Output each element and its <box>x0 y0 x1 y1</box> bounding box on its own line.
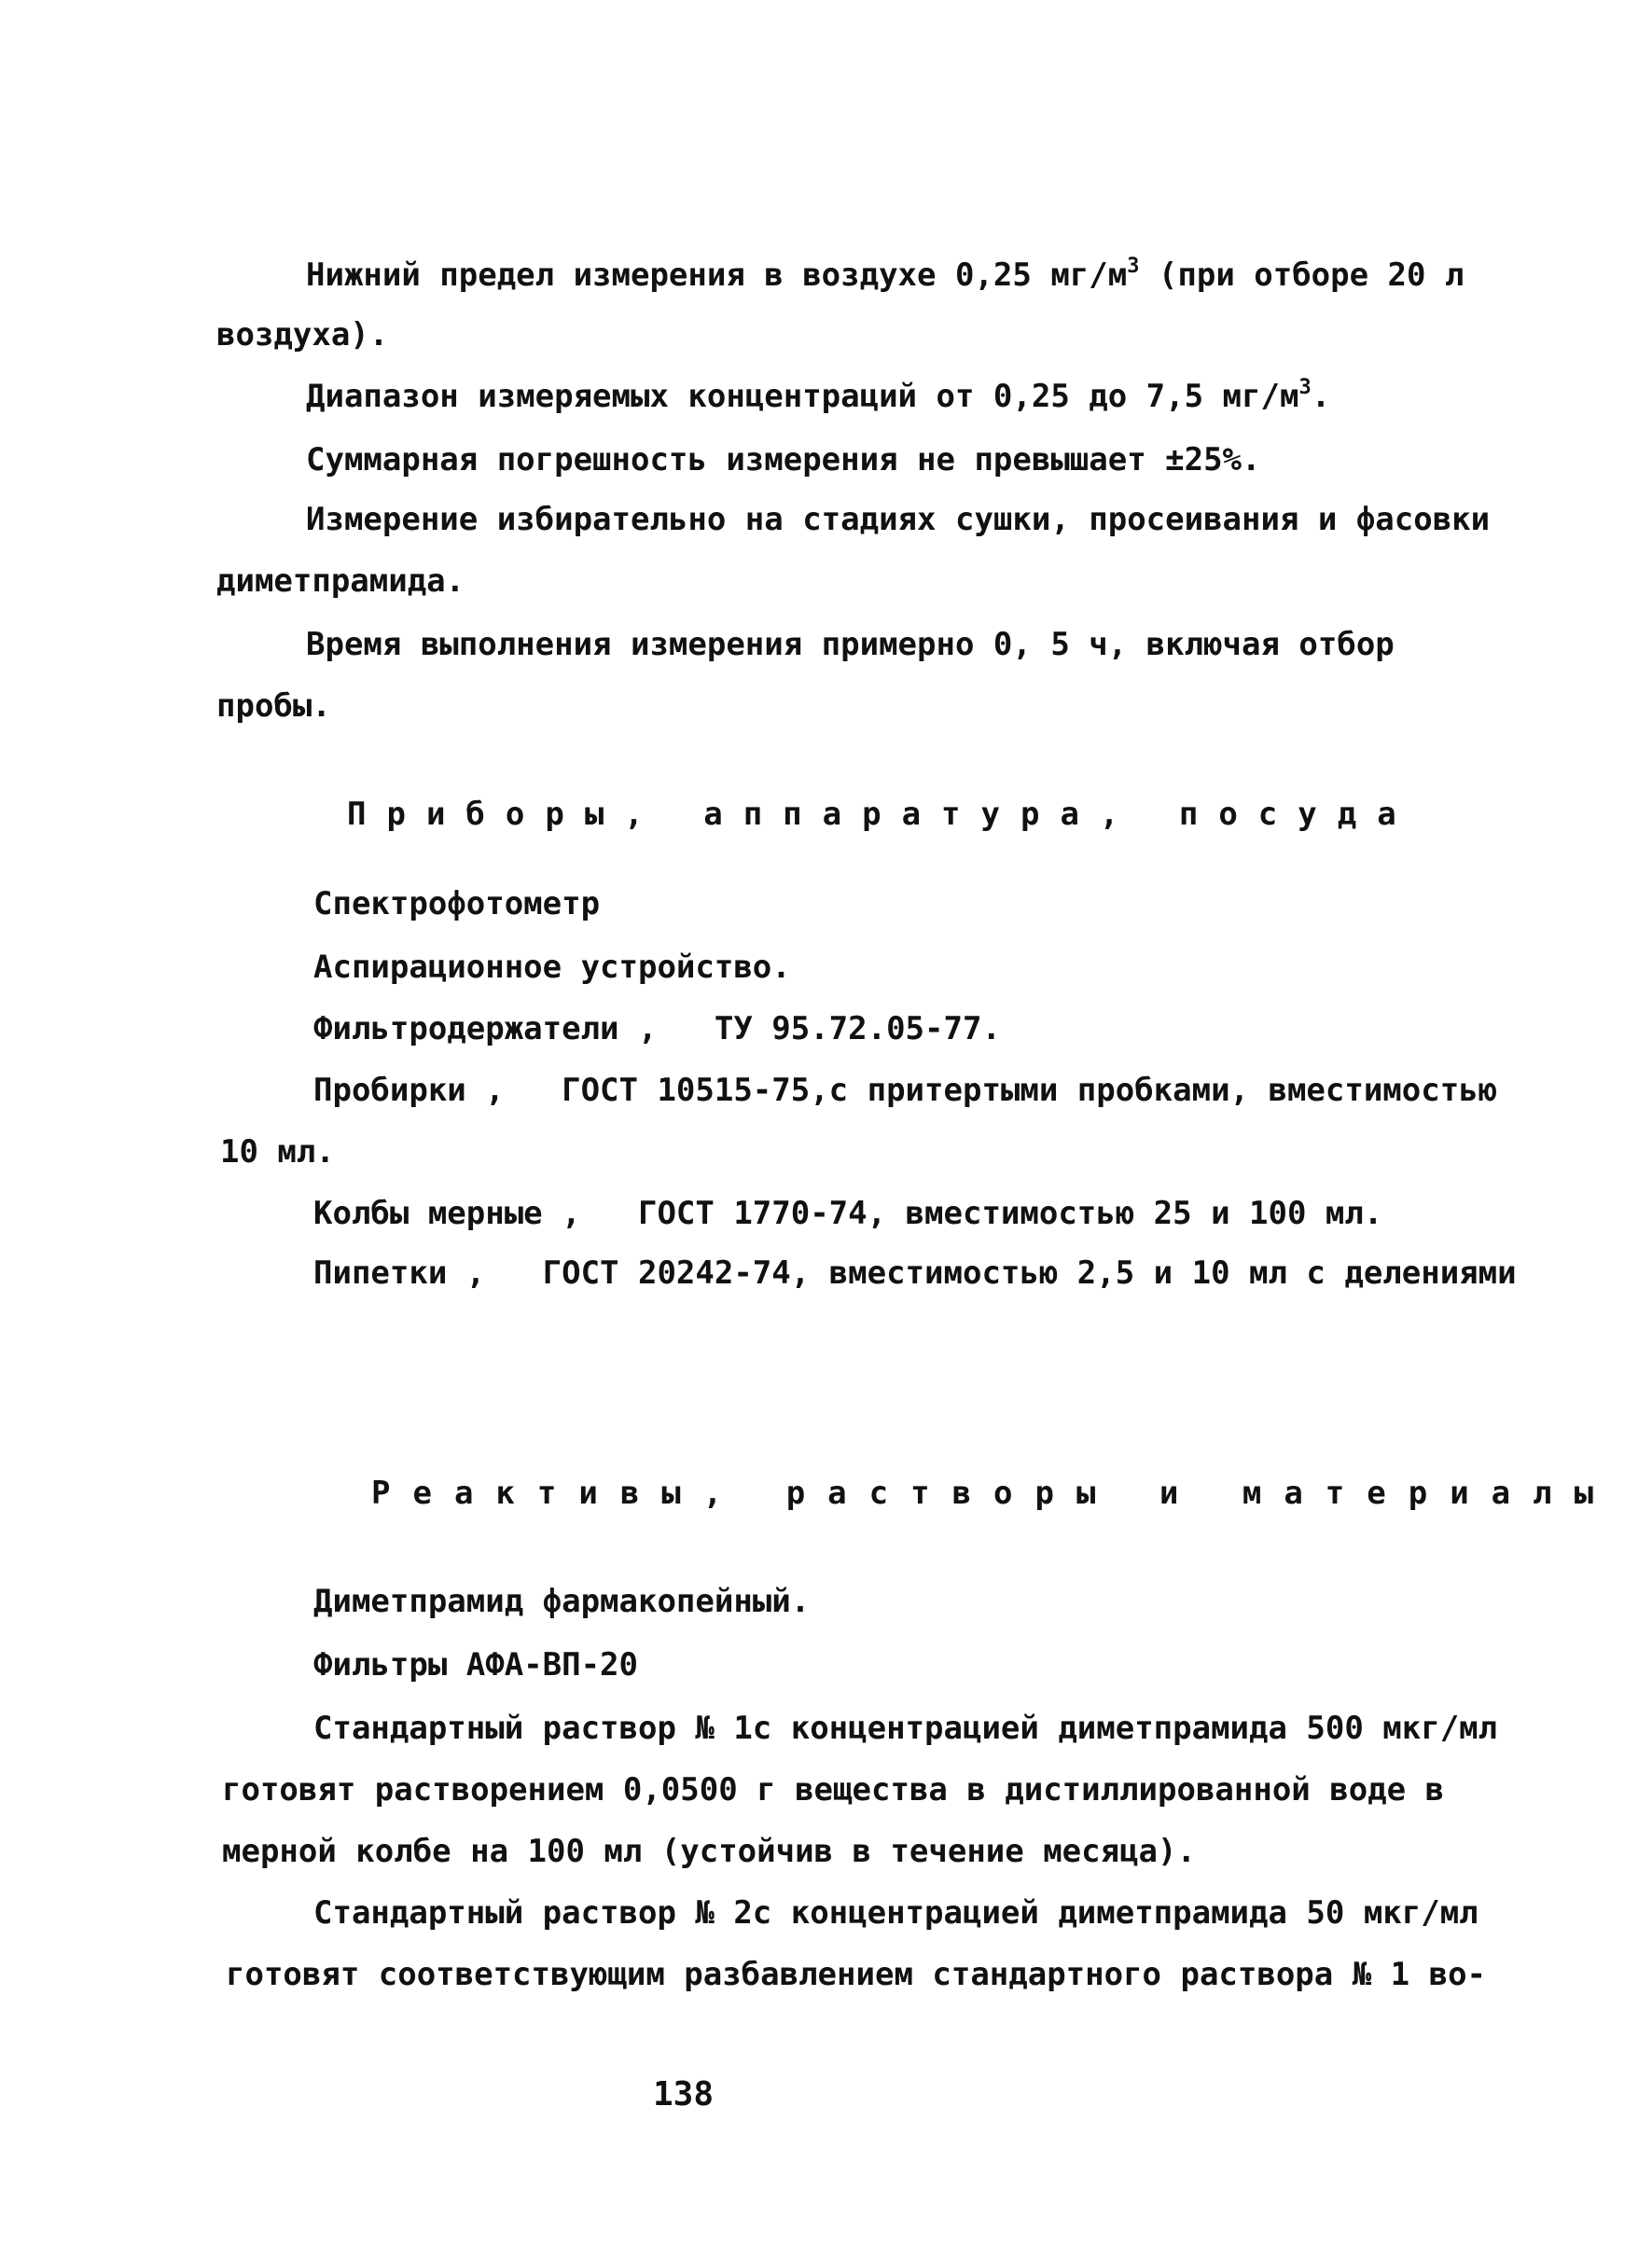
equipment-item: Спектрофотометр <box>313 885 601 922</box>
range-text: . <box>1311 378 1331 415</box>
time-line-1: Время выполнения измерения примерно 0, 5 ч, включая отбор <box>306 626 1395 663</box>
reagent-item: Диметпрамид фармакопейный. <box>313 1583 811 1620</box>
reagent-item: Стандартный раствор № 2с концентрацией диметпрамида 50 мкг/мл <box>313 1894 1478 1932</box>
page-number: 138 <box>653 2075 715 2113</box>
equipment-item: Пробирки , ГОСТ 10515-75,с притертыми пробками, вместимостью <box>313 1072 1498 1109</box>
superscript: 3 <box>1298 376 1312 399</box>
equipment-item: Аспирационное устройство. <box>313 949 791 986</box>
intro-text: (при отборе 20 л <box>1139 256 1465 294</box>
section-heading-equipment: Приборы, аппаратура, посуда <box>347 796 1417 833</box>
time-line-2: пробы. <box>216 687 331 725</box>
reagent-item-cont: мерной колбе на 100 мл (устойчив в течение месяца). <box>222 1833 1196 1870</box>
error-line: Суммарная погрешность измерения не превышает ±25%. <box>306 441 1261 478</box>
range-text: Диапазон измеряемых концентраций от 0,25 до 7,5 мг/м <box>306 378 1299 415</box>
selectivity-line-2: диметпрамида. <box>216 562 465 600</box>
equipment-item: Фильтродержатели , ТУ 95.72.05-77. <box>313 1010 1001 1047</box>
equipment-item-cont: 10 мл. <box>220 1133 335 1171</box>
range-line <box>306 376 1331 415</box>
selectivity-line-1: Измерение избирательно на стадиях сушки, просеивания и фасовки <box>306 501 1491 538</box>
intro-text: Нижний предел измерения в воздухе 0,25 мг/м <box>306 256 1128 294</box>
superscript: 3 <box>1127 255 1140 278</box>
reagent-item-cont: готовят растворением 0,0500 г вещества в дистиллированной воде в <box>222 1771 1445 1809</box>
reagent-item: Стандартный раствор № 1с концентрацией диметпрамида 500 мкг/мл <box>313 1710 1498 1747</box>
section-heading-reagents: Реактивы, растворы и материалы <box>371 1475 1617 1512</box>
equipment-item: Колбы мерные , ГОСТ 1770-74, вместимостью 25 и 100 мл. <box>313 1195 1383 1232</box>
reagent-item-cont: готовят соответствующим разбавлением стандартного раствора № 1 во- <box>226 1956 1487 1993</box>
equipment-item: Пипетки , ГОСТ 20242-74, вместимостью 2,5 и 10 мл с делениями <box>313 1254 1517 1292</box>
reagent-item: Фильтры АФА-ВП-20 <box>313 1646 638 1684</box>
intro-line-1 <box>306 255 1465 294</box>
intro-line-2: воздуха). <box>216 316 389 353</box>
